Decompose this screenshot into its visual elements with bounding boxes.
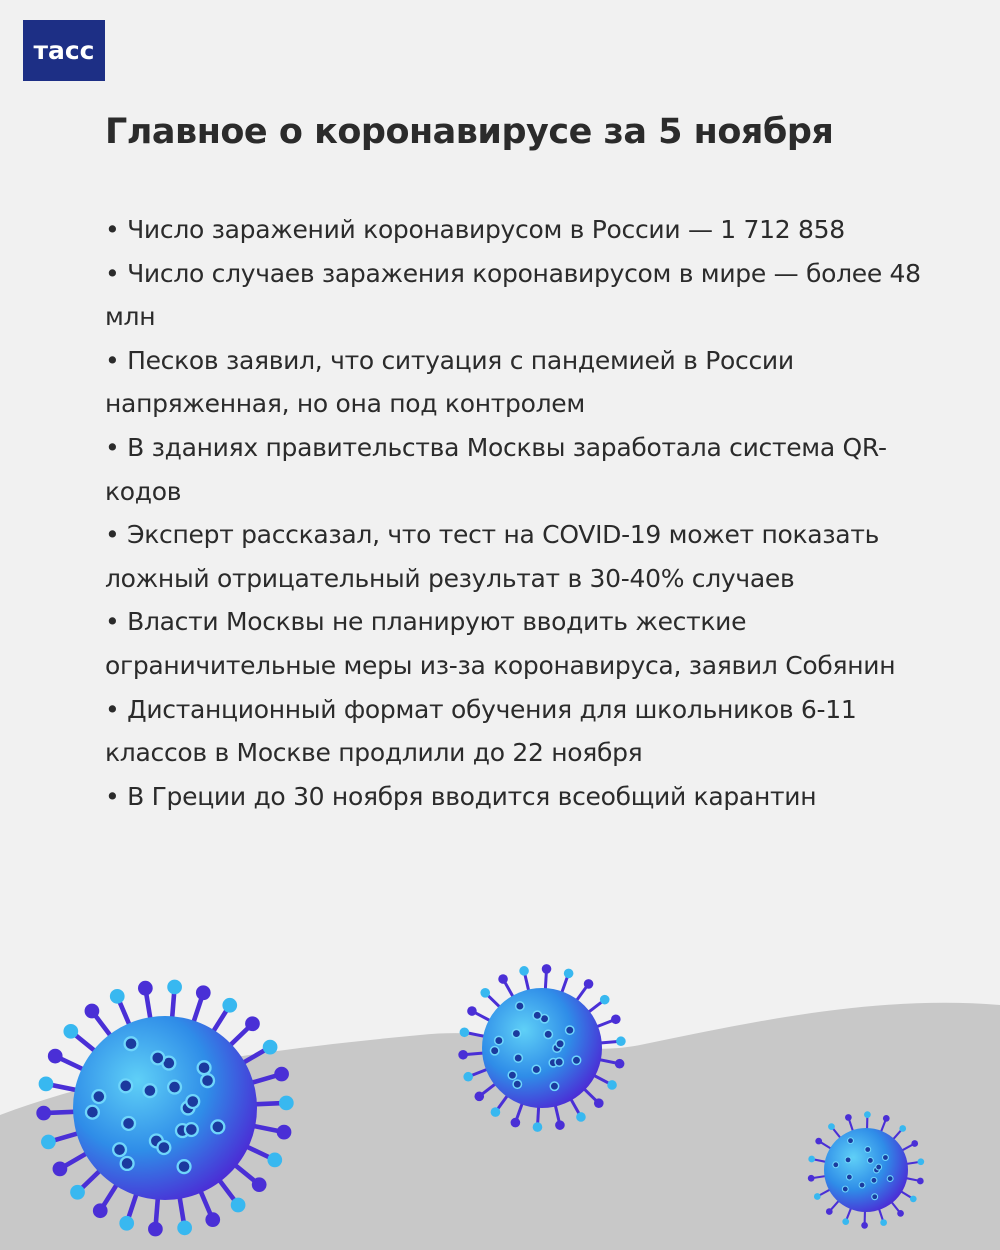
- news-item: • Число заражений коронавирусом в России — 1 712 858: [105, 208, 925, 252]
- news-item: • Дистанционный формат обучения для школьников 6-11 классов в Москве продлили до 22 ноября: [105, 688, 925, 775]
- news-item: • Песков заявил, что ситуация с пандемией в России напряженная, но она под контролем: [105, 339, 925, 426]
- news-item: • Эксперт рассказал, что тест на COVID-19 может показать ложный отрицательный результат в 30-40% случаев: [105, 513, 925, 600]
- news-list: [105, 208, 925, 818]
- news-item: • Число случаев заражения коронавирусом в мире — более 48 млн: [105, 252, 925, 339]
- virus-illustration: [0, 940, 1000, 1250]
- page-title: Главное о коронавирусе за 5 ноября: [105, 112, 834, 152]
- news-item: • В Греции до 30 ноября вводится всеобщий карантин: [105, 775, 925, 819]
- tass-logo: тасс: [23, 20, 105, 81]
- news-item: • Власти Москвы не планируют вводить жесткие ограничительные меры из-за коронавируса, заявил Собянин: [105, 600, 925, 687]
- news-item: • В зданиях правительства Москвы заработала система QR-кодов: [105, 426, 925, 513]
